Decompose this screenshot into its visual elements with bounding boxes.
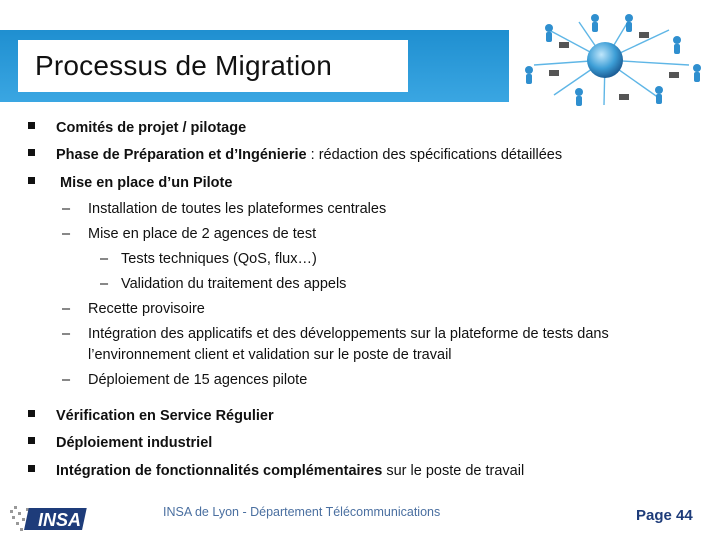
bullet-marker bbox=[28, 410, 35, 417]
dash-marker: – bbox=[62, 372, 71, 388]
bullet-marker bbox=[28, 177, 35, 184]
dash-marker: – bbox=[62, 226, 71, 242]
dash-marker: – bbox=[100, 276, 109, 292]
sub-sub-item: Validation du traitement des appels bbox=[121, 276, 347, 292]
dash-marker: – bbox=[62, 201, 71, 217]
bullet-marker bbox=[28, 465, 35, 472]
bullet-marker bbox=[28, 437, 35, 444]
sub-item: Installation de toutes les plateformes centrales bbox=[88, 201, 387, 217]
bullet-item-rest: sur le poste de travail bbox=[382, 463, 525, 479]
sub-item: Mise en place de 2 agences de test bbox=[88, 226, 317, 242]
bullet-item bbox=[56, 463, 524, 479]
sub-item: Déploiement de 15 agences pilote bbox=[88, 372, 308, 388]
bullet-item-bold: Phase de Préparation et d’Ingénierie bbox=[56, 147, 307, 163]
bullet-item: Comités de projet / pilotage bbox=[56, 120, 247, 136]
bullet-item-bold: Intégration de fonctionnalités complémentaires bbox=[56, 463, 383, 479]
sub-item: Recette provisoire bbox=[88, 301, 205, 317]
bullet-item bbox=[56, 147, 562, 163]
bullet-item: Mise en place d’un Pilote bbox=[60, 175, 233, 191]
bullet-item-rest: : rédaction des spécifications détaillées bbox=[306, 147, 563, 163]
svg-text:INSA: INSA bbox=[38, 510, 82, 530]
slide-title: Processus de Migration bbox=[35, 50, 332, 81]
bullet-marker bbox=[28, 122, 35, 129]
dash-marker: – bbox=[100, 251, 109, 267]
bullet-item: Vérification en Service Régulier bbox=[56, 408, 274, 424]
dash-marker: – bbox=[62, 301, 71, 317]
sub-sub-item: Tests techniques (QoS, flux…) bbox=[121, 251, 317, 267]
dash-marker: – bbox=[62, 326, 71, 342]
title-box bbox=[18, 40, 408, 92]
insa-logo bbox=[8, 502, 118, 536]
sub-item-continuation: l’environnement client et validation sur le poste de travail bbox=[88, 347, 452, 363]
footer-institution: INSA de Lyon - Département Télécommunications bbox=[163, 505, 441, 519]
sub-item: Intégration des applicatifs et des développements sur la plateforme de tests dans bbox=[88, 326, 609, 342]
network-globe-icon bbox=[509, 10, 720, 112]
bullet-item: Déploiement industriel bbox=[56, 435, 213, 451]
page-number: Page 44 bbox=[636, 507, 693, 524]
bullet-marker bbox=[28, 149, 35, 156]
